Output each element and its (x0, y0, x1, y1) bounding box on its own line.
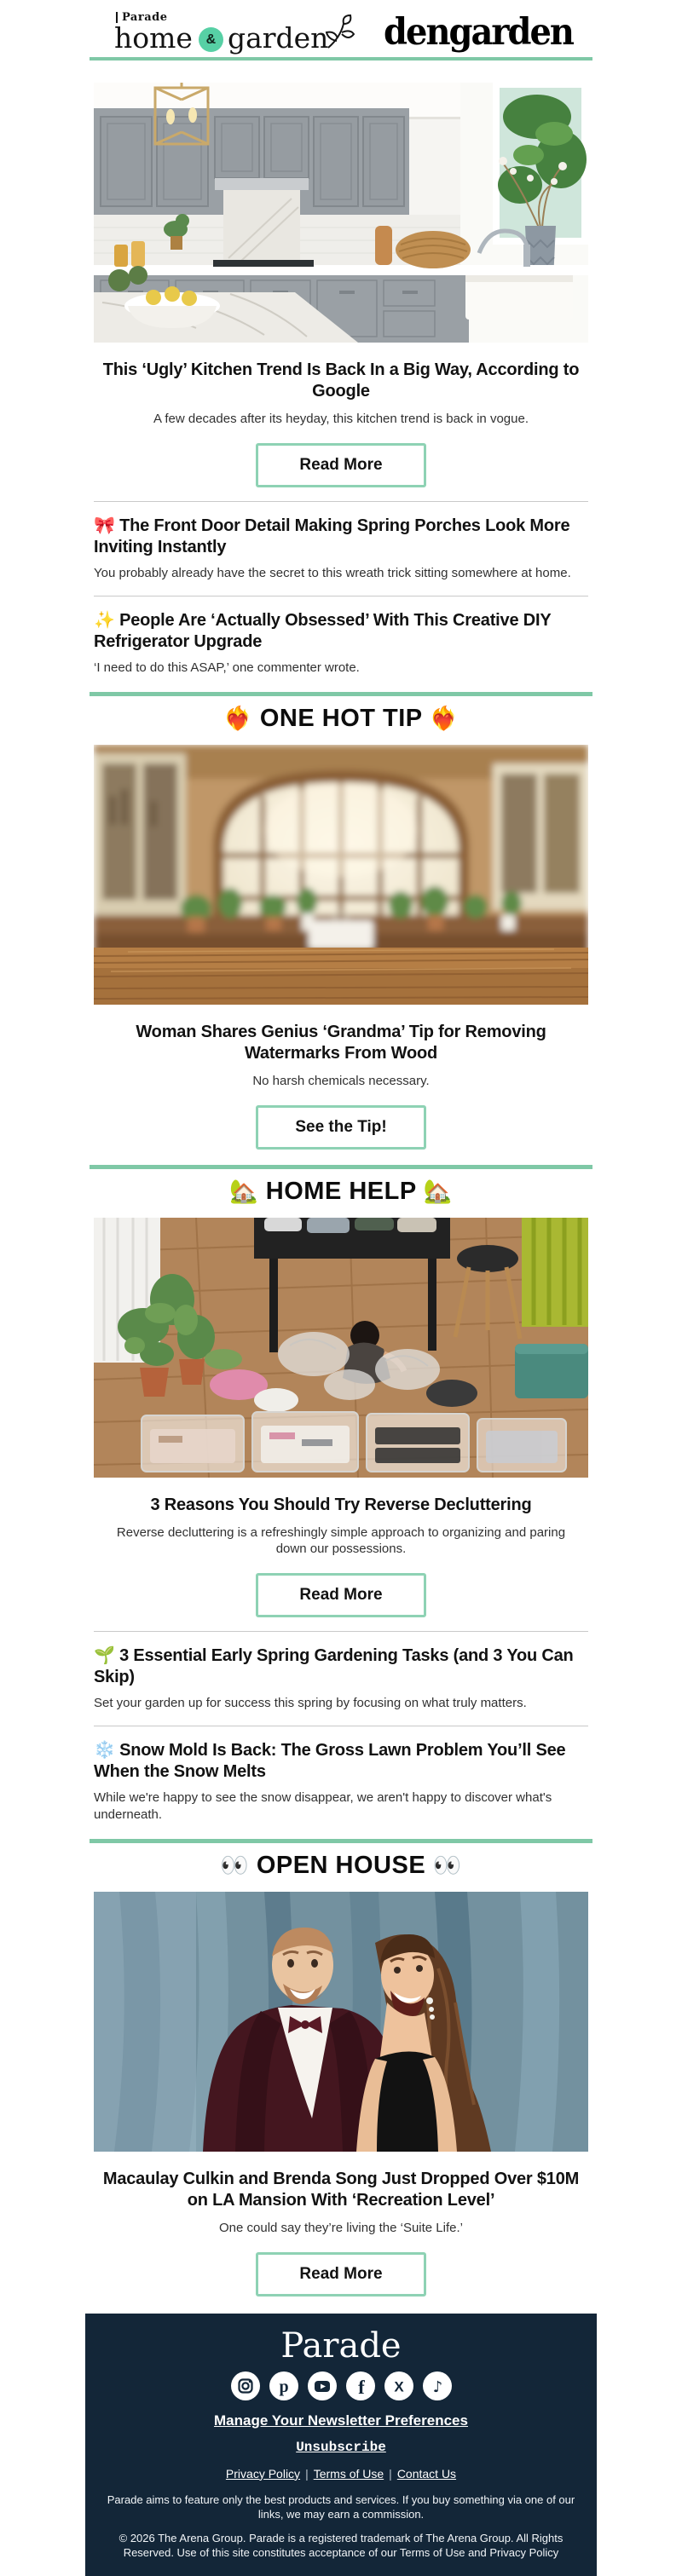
story-subtext: A few decades after its heyday, this kitchen trend is back in vogue. (153, 412, 529, 426)
home-wordmark: home (114, 21, 193, 55)
unsubscribe-link[interactable]: Unsubscribe (296, 2439, 386, 2455)
brief-subtext: ‘I need to do this ASAP,’ one commenter wrote. (94, 660, 360, 675)
eyes-emoji: 👀 (432, 1853, 462, 1879)
brief-subtext: While we're happy to see the snow disappear, we aren't happy to discover what's underneath. (94, 1789, 552, 1822)
brief-subtext: Set your garden up for success this spring by focusing on what truly matters. (94, 1695, 527, 1710)
see-the-tip-button[interactable]: See the Tip! (256, 1105, 426, 1150)
section-title-one-hot-tip: ❤️‍🔥 ONE HOT TIP ❤️‍🔥 (223, 705, 459, 732)
social-icons-row (102, 2371, 580, 2400)
section-title-home-help: 🏡 HOME HELP 🏡 (229, 1177, 453, 1205)
x-twitter-icon[interactable] (384, 2371, 413, 2400)
brief-headline[interactable]: 🎀 The Front Door Detail Making Spring Porches Look More Inviting Instantly (94, 516, 570, 556)
garden-wordmark: garden (227, 21, 329, 55)
affiliate-disclosure: Parade aims to feature only the best products and services. If you buy something via one of our links, we may earn a commission. (107, 2492, 575, 2521)
ampersand-badge: & (199, 27, 223, 52)
read-more-button[interactable]: Read More (256, 2252, 426, 2297)
header-divider (90, 57, 592, 61)
svg-text:♪: ♪ (432, 2377, 442, 2396)
brief-headline[interactable]: 🌱 3 Essential Early Spring Gardening Tasks (and 3 You Can Skip) (94, 1645, 574, 1686)
svg-text:p: p (278, 2377, 289, 2396)
brief-subtext: You probably already have the secret to this wreath trick sitting somewhere at home. (94, 565, 571, 580)
house-emoji: 🏡 (229, 1178, 259, 1204)
seedling-emoji: 🌱 (94, 1645, 115, 1665)
read-more-button[interactable]: Read More (256, 1573, 426, 1617)
eyes-emoji: 👀 (220, 1853, 250, 1879)
section-title-open-house: 👀 OPEN HOUSE 👀 (220, 1852, 462, 1880)
snowflake-emoji: ❄️ (94, 1740, 115, 1760)
item-divider (94, 501, 588, 502)
reverse-decluttering-photo[interactable] (94, 1218, 588, 1478)
item-divider (94, 1631, 588, 1632)
pinterest-icon[interactable] (269, 2371, 298, 2400)
facebook-icon[interactable] (346, 2371, 375, 2400)
copyright-text: © 2026 The Arena Group. Parade is a registered trademark of The Arena Group. All Rights Reserved. Use of this site constitutes acceptance of our Terms of Use and Privacy Policy (118, 2531, 564, 2560)
newsletter-body (85, 0, 597, 2576)
terms-of-use-link[interactable]: Terms of Use (313, 2466, 384, 2481)
footer (85, 2314, 597, 2576)
instagram-icon[interactable] (231, 2371, 260, 2400)
tiktok-icon[interactable] (423, 2371, 452, 2400)
parade-wordmark: Parade (116, 12, 357, 23)
brief-headline[interactable]: ❄️ Snow Mold Is Back: The Gross Lawn Problem You’ll See When the Snow Melts (94, 1740, 566, 1781)
bow-emoji: 🎀 (94, 516, 115, 535)
sparkles-emoji: ✨ (94, 610, 115, 630)
link-separator: | (305, 2466, 309, 2481)
section-divider (90, 692, 592, 696)
brief-headline[interactable]: ✨ People Are ‘Actually Obsessed’ With This Creative DIY Refrigerator Upgrade (94, 610, 552, 651)
house-emoji: 🏡 (423, 1178, 453, 1204)
heart-on-fire-emoji: ❤️‍🔥 (223, 706, 253, 731)
contact-us-link[interactable]: Contact Us (396, 2466, 457, 2481)
privacy-policy-link[interactable]: Privacy Policy (225, 2466, 301, 2481)
story-subtext: No harsh chemicals necessary. (252, 1074, 430, 1088)
macaulay-brenda-photo[interactable] (94, 1892, 588, 2152)
svg-text:f: f (357, 2376, 365, 2398)
story-headline[interactable]: Macaulay Culkin and Brenda Song Just Dropped Over $10M on LA Mansion With ‘Recreation Level’ (102, 2170, 580, 2210)
link-separator: | (389, 2466, 392, 2481)
header (85, 0, 597, 61)
story-headline[interactable]: 3 Reasons You Should Try Reverse Decluttering (150, 1495, 532, 1514)
svg-text:X: X (393, 2378, 404, 2395)
leaf-sprig-icon (323, 14, 357, 51)
story-headline[interactable]: This ‘Ugly’ Kitchen Trend Is Back In a Big Way, According to Google (102, 360, 580, 401)
brief-item (85, 610, 597, 677)
story-headline[interactable]: Woman Shares Genius ‘Grandma’ Tip for Removing Watermarks From Wood (136, 1023, 546, 1063)
legal-links-row (102, 2467, 580, 2481)
dengarden-logo[interactable]: dengarden (384, 10, 573, 54)
read-more-button[interactable]: Read More (256, 443, 426, 487)
manage-preferences-link[interactable]: Manage Your Newsletter Preferences (214, 2412, 468, 2429)
brief-item (85, 1740, 597, 1824)
story-subtext: Reverse decluttering is a refreshingly simple approach to organizing and paring down our possessions. (116, 1524, 566, 1556)
section-divider (90, 1165, 592, 1169)
heart-on-fire-emoji: ❤️‍🔥 (429, 706, 459, 731)
brief-item (85, 516, 597, 582)
brief-item (85, 1645, 597, 1712)
story-subtext: One could say they’re living the ‘Suite Life.’ (219, 2221, 463, 2236)
parade-home-garden-logo[interactable] (114, 11, 357, 55)
section-divider (90, 1839, 592, 1843)
parade-footer-logo: Parade (280, 2325, 402, 2366)
gray-kitchen-photo[interactable] (94, 83, 588, 343)
arched-window-kitchen-photo[interactable] (94, 745, 588, 1005)
youtube-icon[interactable] (308, 2371, 337, 2400)
